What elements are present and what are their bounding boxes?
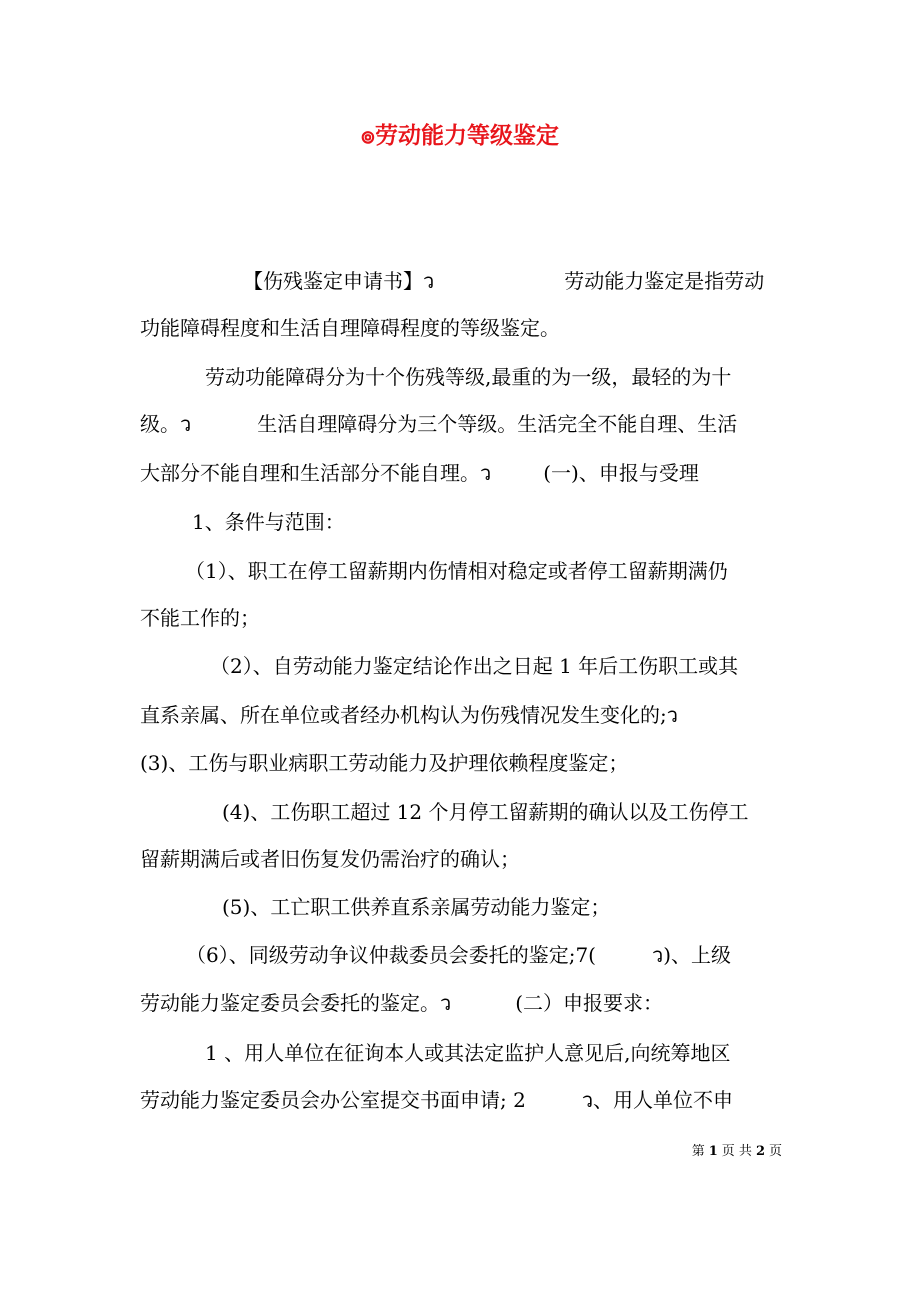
document-title: ๏劳动能力等级鉴定 [360, 122, 560, 149]
text-line [210, 651, 782, 681]
text-segment: 1、条件与范围： [192, 510, 345, 534]
text-segment: 不能工作的； [140, 606, 260, 630]
text-line [140, 844, 782, 874]
text-segment: 【伤残鉴定申请书】ว [243, 269, 435, 293]
text-segment: 功能障碍程度和生活自理障碍程度的等级鉴定。 [140, 316, 560, 340]
footer-suffix: 页 [768, 1144, 782, 1159]
text-line [185, 556, 783, 586]
page-footer [560, 1142, 782, 1162]
text-segment: ว)、上级 [652, 943, 732, 967]
text-line [140, 603, 782, 633]
text-segment: 生活自理障碍分为三个等级。生活完全不能自理、生活 [257, 412, 738, 436]
text-line [140, 409, 782, 439]
text-segment: 1 、用人单位在征询本人或其法定监护人意见后,向统筹地区 [205, 1041, 731, 1065]
text-line [205, 1038, 783, 1068]
text-segment: (二）申报要求： [515, 991, 664, 1015]
text-line [140, 1085, 782, 1115]
text-segment: 劳动能力鉴定委员会办公室提交书面申请; 2 [140, 1088, 526, 1112]
text-segment: （2）、自劳动能力鉴定结论作出之日起 1 年后工伤职工或其 [210, 654, 739, 678]
text-line [140, 700, 782, 730]
text-segment: (5)、工亡职工供养直系亲属劳动能力鉴定； [222, 895, 611, 919]
footer-page-number: 1 [708, 1144, 718, 1159]
text-segment: （1）、职工在停工留薪期内伤情相对稳定或者停工留薪期满仍 [185, 559, 728, 583]
footer-middle: 页 共 [721, 1144, 752, 1159]
text-segment: 劳动能力鉴定是指劳动 [564, 269, 765, 293]
text-segment: (3)、工伤与职业病职工劳动能力及护理依赖程度鉴定； [140, 751, 629, 775]
text-line [192, 507, 782, 537]
text-segment: 直系亲属、所在单位或者经办机构认为伤残情况发生变化的;ว [140, 703, 678, 727]
footer-total-pages: 2 [755, 1144, 765, 1159]
text-line [186, 940, 782, 970]
text-line [140, 988, 782, 1018]
text-line [222, 797, 782, 827]
text-segment: 留薪期满后或者旧伤复发仍需治疗的确认； [140, 847, 520, 871]
text-segment: 劳动功能障碍分为十个伤残等级,最重的为一级，最轻的为十 [205, 365, 732, 389]
text-segment: （6）、同级劳动争议仲裁委员会委托的鉴定;7( [186, 943, 596, 967]
text-line [140, 748, 782, 778]
text-line [140, 458, 782, 488]
text-segment: 劳动能力鉴定委员会委托的鉴定。ว [140, 991, 452, 1015]
text-segment: (4)、工伤职工超过 12 个月停工留薪期的确认以及工伤停工 [222, 800, 749, 824]
text-line [205, 362, 783, 392]
text-line [222, 892, 782, 922]
text-segment: ว、用人单位不申 [581, 1088, 734, 1112]
text-segment: 大部分不能自理和生活部分不能自理。ว [140, 461, 492, 485]
text-segment: 级。ว [140, 412, 192, 436]
text-segment: (一)、申报与受理 [543, 461, 699, 485]
footer-prefix: 第 [691, 1144, 705, 1159]
text-line [140, 313, 782, 343]
text-line [243, 266, 783, 296]
